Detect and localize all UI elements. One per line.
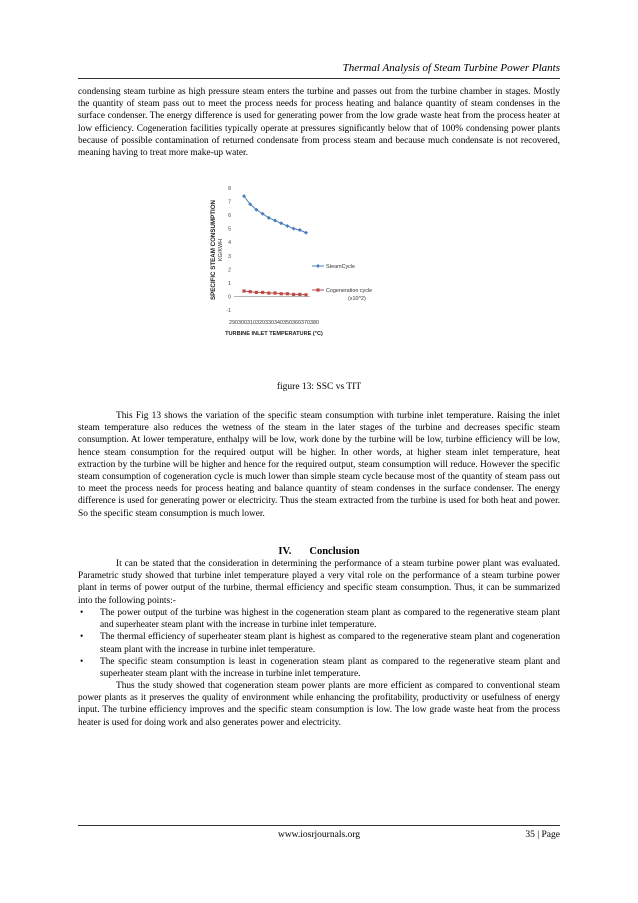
list-item xyxy=(78,631,560,655)
bullet-text: The thermal efficiency of superheater steam plant is highest as compared to the regenerative steam plant and cogeneration steam plant with the increase in turbine inlet temperature. xyxy=(100,632,560,655)
data-point-0-6 xyxy=(279,221,283,225)
data-point-1-7 xyxy=(286,292,289,295)
figure-13 xyxy=(208,178,380,356)
bullet-text: The power output of the turbine was highest in the cogeneration steam plant as compared to the regenerative steam plant and superheater steam plant with the increase in turbine inlet temperature. xyxy=(100,608,560,631)
y-tick-label: 3 xyxy=(228,253,231,260)
legend-cogeneration-label: Cogeneration cycle xyxy=(326,288,373,294)
y-tick-label: 8 xyxy=(228,186,231,192)
y-tick-label: -1 xyxy=(226,308,231,314)
bullet-icon: • xyxy=(80,608,84,618)
data-point-1-1 xyxy=(249,290,252,293)
data-point-1-8 xyxy=(292,293,295,296)
y-tick-label: 0 xyxy=(228,294,231,301)
paragraph-top: condensing steam turbine as high pressure steam enters the turbine and passes out from the turbine chamber in stages. Mostly the quantity of steam pass out to meet the process needs for process heating and balance quantity of steam condenses in the surface condenser. The energy difference is used for generating power from the low grade waste heat from the process heater at low efficiency. Cogeneration facilities typically operate at pressures significantly below that of 100% condensing power plants because of possible contamination of returned condensate from process steam and because much condensate is not recovered, meaning having to treat more make-up water. xyxy=(78,87,560,159)
data-point-0-8 xyxy=(292,227,296,231)
bullet-icon: • xyxy=(80,632,84,643)
conclusion-closing: Thus the study showed that cogeneration steam power plants are more efficient as compared to conventional steam power plants as it preserves the quality of environment while enhancing the profitability, productivity or usefulness of energy input. The turbine efficiency improves and the specific steam consumption is low. The low grade waste heat from the process heater is used for doing work and also generates power and electricity. xyxy=(78,681,560,728)
list-item xyxy=(78,656,560,680)
bullet-icon: • xyxy=(80,656,84,667)
data-point-0-10 xyxy=(304,231,308,235)
data-point-1-4 xyxy=(267,291,270,294)
bullet-text: The specific steam consumption is least in cogeneration steam plant as compared to the regenerative steam plant and superheater steam plant with the increase in turbine inlet temperature. xyxy=(100,656,560,680)
data-point-0-5 xyxy=(273,219,277,223)
footer-url: www.iosrjournals.org xyxy=(277,830,361,840)
running-title: Thermal Analysis of Steam Turbine Power Plants xyxy=(342,62,560,74)
data-point-1-6 xyxy=(280,292,283,295)
data-point-1-10 xyxy=(304,293,307,296)
y-tick-label: 4 xyxy=(228,240,231,247)
figure-caption: figure 13: SSC vs TIT xyxy=(276,382,362,392)
ssc-vs-tit-chart xyxy=(208,178,380,356)
y-axis-label-line2: KG/KWH xyxy=(218,238,224,262)
legend-steamcycle-label: SteamCycle xyxy=(326,264,356,270)
legend-cogeneration-scale-note: (x10^2) xyxy=(348,296,366,302)
legend-steamcycle-marker xyxy=(316,264,320,268)
data-point-1-3 xyxy=(261,291,264,294)
header-rule xyxy=(78,78,560,79)
footer-page-number: 35 | Page xyxy=(525,830,560,840)
data-point-1-9 xyxy=(298,293,301,296)
section-number: IV. xyxy=(278,546,292,557)
y-tick-label: 7 xyxy=(228,199,231,206)
data-point-1-0 xyxy=(242,289,245,292)
data-point-0-9 xyxy=(298,228,302,232)
data-point-1-5 xyxy=(273,291,276,294)
footer-rule xyxy=(78,825,560,826)
data-point-1-2 xyxy=(255,291,258,294)
paragraph-figure-discussion: This Fig 13 shows the variation of the specific steam consumption with turbine inlet temperature. Raising the inlet steam temperature also reduces the wetness of the steam in the later stages of the turbine and decreases specific steam consumption. At lower temperature, enthalpy will be low, work done by the turbine will be low, turbine efficiency will be low, hence steam consumption for the required output will be higher. In other words, at higher steam inlet temperature, heat extraction by the turbine will be higher and hence for the required output, steam consumption will reduce. However the specific steam consumption of cogeneration cycle is much lower than simple steam cycle because most of the quantity of steam pass out to meet the process needs for process heating and balance quantity of steam condenses in the surface condenser. The energy difference is used for generating power or electricity. Thus the steam extracted from the turbine is used for both heat and power. So the specific steam consumption is much lower. xyxy=(78,411,560,519)
x-axis-title: TURBINE INLET TEMPERATURE (°C) xyxy=(225,331,323,337)
y-tick-label: 2 xyxy=(228,267,231,274)
series-line-0 xyxy=(244,196,306,233)
section-heading-conclusion xyxy=(0,546,638,557)
conclusion-bullet-list xyxy=(78,607,560,680)
y-axis-label-line1: SPECIFIC STEAM CONSUMPTION xyxy=(210,199,217,301)
conclusion-intro: It can be stated that the consideration in determining the performance of a steam turbine power plant was evaluated. Parametric study showed that turbine inlet temperature played a very vital role on the performance of a steam turbine power plant in terms of power output of the turbine, thermal efficiency and specific steam consumption. Thus, it can be summarized into the following points:- xyxy=(78,559,560,606)
data-point-0-7 xyxy=(285,224,289,228)
section-title: Conclusion xyxy=(309,546,360,557)
x-category-labels: 290300310320330340350360370380 xyxy=(229,320,319,326)
legend-cogeneration-marker xyxy=(316,288,319,291)
y-tick-label: 1 xyxy=(228,280,231,287)
y-tick-label: 5 xyxy=(228,226,231,233)
list-item xyxy=(78,607,560,631)
y-tick-label: 6 xyxy=(228,213,231,220)
